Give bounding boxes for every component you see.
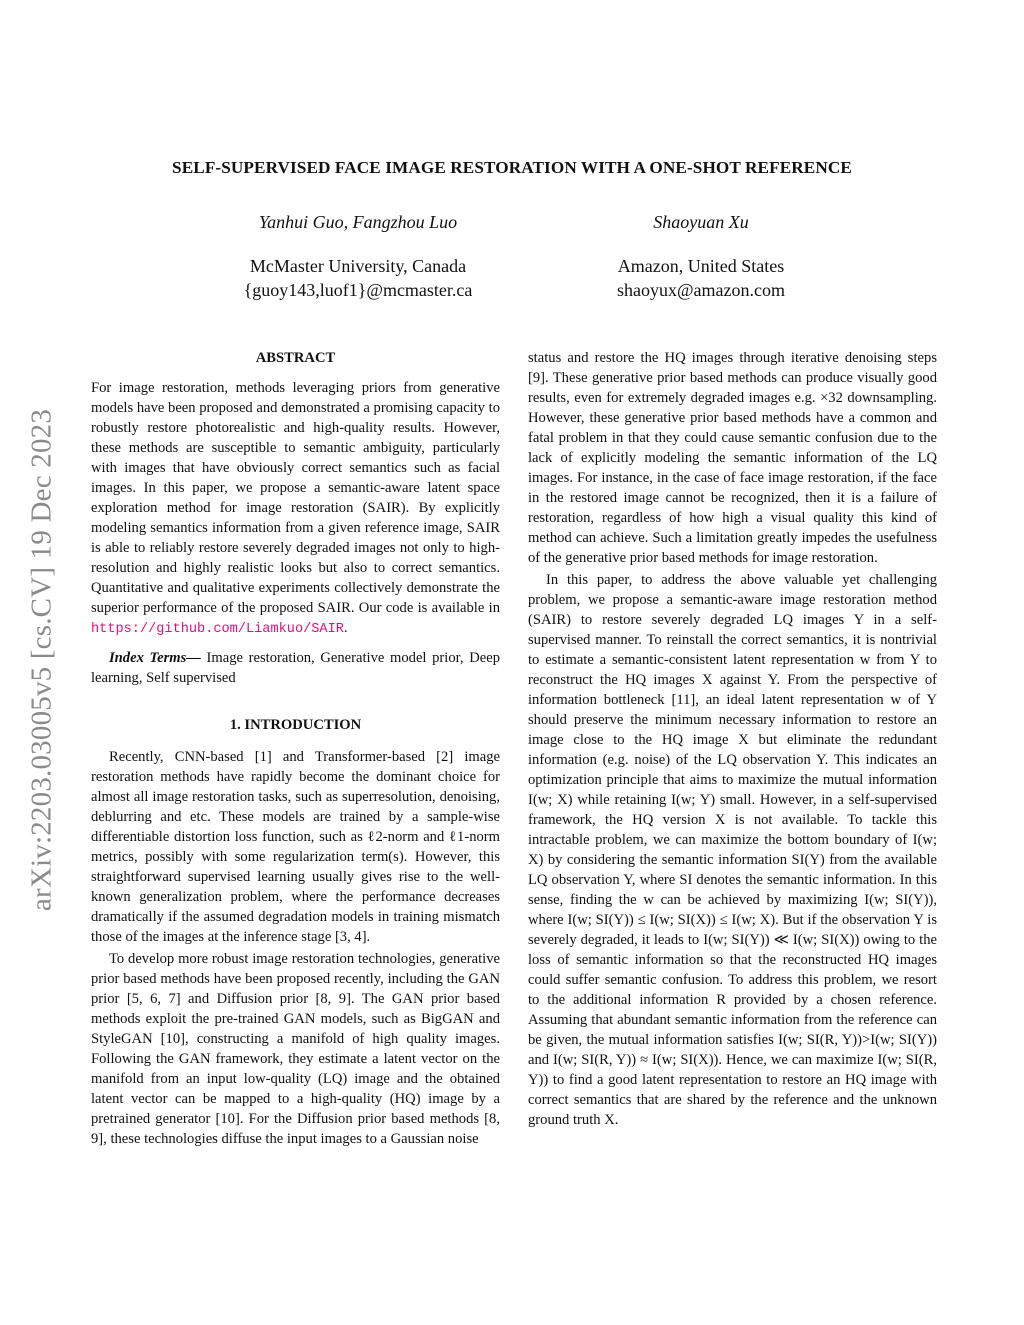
left-column — [91, 348, 500, 1149]
author-block-2 — [531, 212, 871, 302]
author-names: Yanhui Guo, Fangzhou Luo — [258, 212, 458, 232]
arxiv-sidebar-stamp — [22, 350, 62, 970]
code-link[interactable]: https://github.com/Liamkuo/SAIR — [91, 622, 344, 637]
index-terms: Index Terms— Image restoration, Generative model prior, Deep learning, Self supervised — [91, 650, 500, 686]
intro-paragraph-3: status and restore the HQ images through iterative denoising steps [9]. These generative prior based methods can produce visually good results, even for extremely degraded images e.g. ×32 downsampling. However, these generative prior based methods have a common and fatal problem in that they could cause semantic confusion due to the lack of explicitly modeling the semantic information of the LQ images. For instance, in the case of face image restoration, if the face in the restored image cannot be recognized, then it is a failure of restoration, regardless of how high a visual quality this kind of method can achieve. Such a limitation greatly impedes the usefulness of the generative prior based methods for image restoration. — [528, 350, 937, 566]
author-block-1 — [188, 212, 528, 302]
author-names: Shaoyuan Xu — [653, 212, 749, 232]
arxiv-id: arXiv:2203.03005v5 [cs.CV] 19 Dec 2023 — [25, 408, 58, 912]
author-affiliation: McMaster University, Canada — [249, 256, 467, 276]
index-terms-label: Index Terms— — [109, 650, 201, 666]
right-column — [528, 348, 937, 1130]
author-email: shaoyux@amazon.com — [616, 280, 786, 300]
intro-paragraph-1: Recently, CNN-based [1] and Transformer-based [2] image restoration methods have rapidly become the dominant choice for almost all image restoration tasks, such as superresolution, denoising, deblurring and etc. These models are trained by a sample-wise differentiable distortion loss function, such as ℓ2-norm and ℓ1-norm metrics, possibly with some regularization term(s). However, this straightforward supervised learning usually gives rise to the well-known generalization problem, where the performance decreases dramatically if the assumed degradation models in training mismatch those of the images at the inference stage [3, 4]. — [91, 749, 500, 945]
abstract-heading: ABSTRACT — [255, 350, 336, 366]
introduction-heading: 1. INTRODUCTION — [229, 717, 362, 733]
author-email: {guoy143,luof1}@mcmaster.ca — [243, 280, 473, 300]
abstract-text: For image restoration, methods leveraging priors from generative models have been proposed and demonstrated a promising capacity to robustly restore photorealistic and high-quality results. However, these methods are susceptible to semantic ambiguity, particularly with images that have obviously correct semantics such as facial images. In this paper, we propose a semantic-aware latent space exploration method for image restoration (SAIR). By explicitly modeling semantics information from a given reference image, SAIR is able to reliably restore severely degraded images not only to high-resolution and highly realistic looks but also to correct semantics. Quantitative and qualitative experiments collectively demonstrate the superior performance of the proposed SAIR. Our code is available in https://github.com/Liamkuo/SAIR. — [91, 380, 500, 637]
paper-title: SELF-SUPERVISED FACE IMAGE RESTORATION WITH A ONE-SHOT REFERENCE — [172, 158, 852, 177]
intro-paragraph-4: In this paper, to address the above valuable yet challenging problem, we propose a semantic-aware image restoration method (SAIR) to restore severely degraded LQ images Y in a self-supervised manner. To reinstall the correct semantics, it is nontrivial to estimate a semantic-consistent latent representation w from Y to reconstruct the HQ images X against Y. From the perspective of information bottleneck [11], an ideal latent representation w of Y should preserve the minimum necessary information to restore an image close to the HQ image X but eliminate the redundant information (e.g. noise) of the LQ observation Y. This indicates an optimization principle that aims to maximize the mutual information I(w; X) while retaining I(w; Y) small. However, in a self-supervised framework, the HQ version X is not available. To tackle this intractable problem, we can maximize the bottom boundary of I(w; X) by considering the semantic information SI(Y) from the available LQ observation Y, where SI denotes the semantic information. In this sense, finding the w can be achieved by maximizing I(w; SI(Y)), where I(w; SI(Y)) ≤ I(w; SI(X)) ≤ I(w; X). But if the observation Y is severely degraded, it leads to I(w; SI(Y)) ≪ I(w; SI(X)) owing to the loss of semantic information so that the reconstructed HQ images could suffer semantic confusion. To address this problem, we resort to the additional information R provided by a chosen reference. Assuming that abundant semantic information from the reference can be given, the mutual information satisfies I(w; SI(R, Y))>I(w; SI(Y)) and I(w; SI(R, Y)) ≈ I(w; SI(X)). Hence, we can maximize I(w; SI(R, Y)) to find a good latent representation to restore an HQ image with correct semantics that are shared by the reference and the unknown ground truth X. — [528, 572, 937, 1128]
intro-paragraph-2: To develop more robust image restoration technologies, generative prior based methods have been proposed recently, including the GAN prior [5, 6, 7] and Diffusion prior [8, 9]. The GAN prior based methods exploit the pre-trained GAN models, such as BigGAN and StyleGAN [10], constructing a manifold of high quality images. Following the GAN framework, they estimate a latent vector on the manifold from an input low-quality (LQ) image and the obtained latent vector can be mapped to a high-quality (HQ) image by a pretrained generator [10]. For the Diffusion prior based methods [8, 9], these technologies diffuse the input images to a Gaussian noise — [91, 951, 500, 1147]
author-affiliation: Amazon, United States — [617, 256, 785, 276]
